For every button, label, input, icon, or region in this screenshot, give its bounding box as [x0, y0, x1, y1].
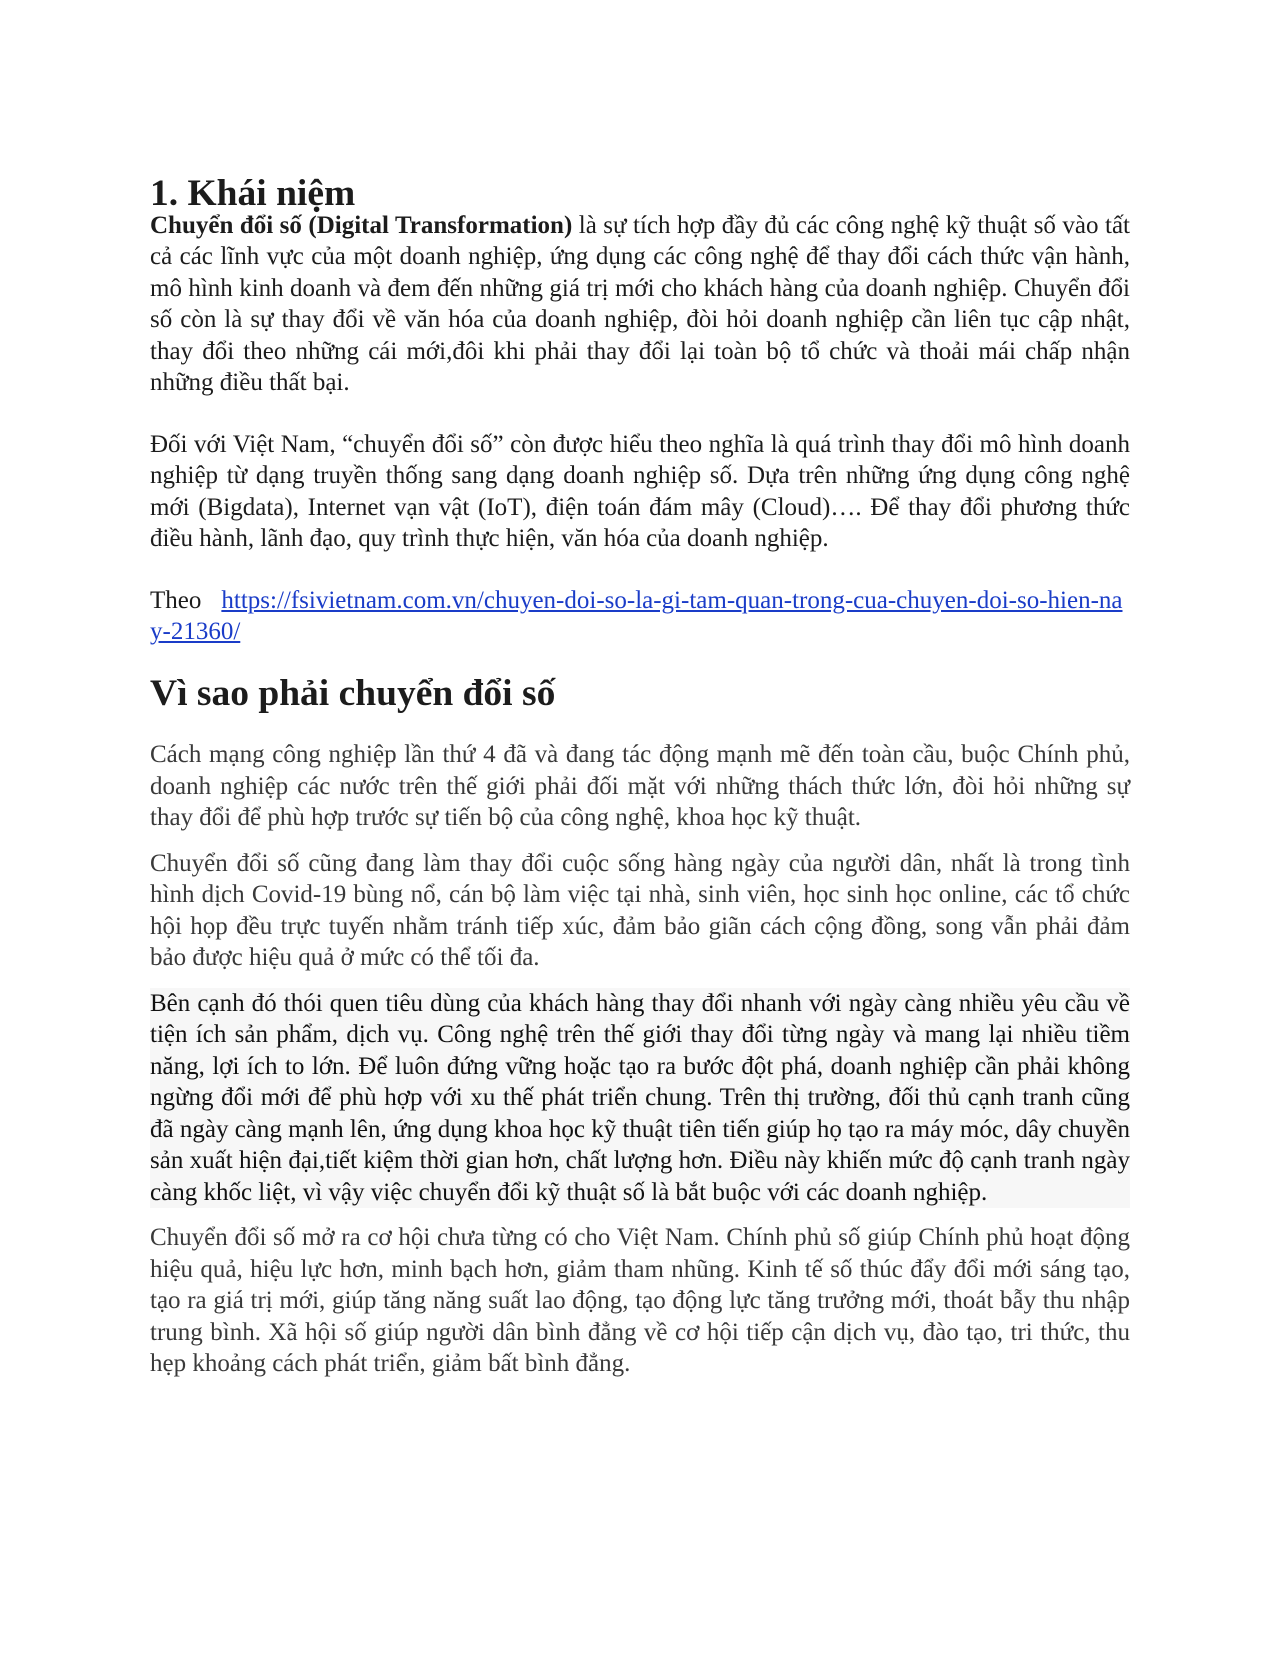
why-paragraph-3: Bên cạnh đó thói quen tiêu dùng của khách hàng thay đổi nhanh với ngày càng nhiều yêu cầu về tiện ích sản phẩm, dịch vụ. Công nghệ trên thế giới thay đổi từng ngày và mang lại nhiều tiềm năng, lợi ích to lớn. Để luôn đứng vững hoặc tạo ra bước đột phá, doanh nghiệp cần phải không ngừng đổi mới để phù hợp với xu thế phát triển chung. Trên thị trường, đối thủ cạnh tranh cũng đã ngày càng mạnh lên, ứng dụng khoa học kỹ thuật tiên tiến giúp họ tạo ra máy móc, dây chuyền sản xuất hiện đại,tiết kiệm thời gian hơn, chất lượng hơn. Điều này khiến mức độ cạnh tranh ngày càng khốc liệt, vì vậy việc chuyển đổi kỹ thuật số là bắt buộc với các doanh nghiệp. [150, 988, 1130, 1209]
section-heading-concept: 1. Khái niệm [150, 173, 356, 214]
why-paragraph-1: Cách mạng công nghiệp lần thứ 4 đã và đang tác động mạnh mẽ đến toàn cầu, buộc Chính phủ, doanh nghiệp các nước trên thế giới phải đối mặt với những thách thức lớn, đòi hỏi những sự thay đổi để phù hợp trước sự tiến bộ của công nghệ, khoa học kỹ thuật. [150, 741, 1130, 831]
concept-lead-term: Chuyển đổi số (Digital Transformation) [150, 211, 573, 239]
section-heading-why: Vì sao phải chuyển đổi số [150, 672, 556, 714]
source-citation [150, 585, 1130, 648]
document-page [150, 173, 1130, 1380]
concept-definition-text: là sự tích hợp đầy đủ các công nghệ kỹ thuật số vào tất cả các lĩnh vực của một doanh nghiệp, ứng dụng các công nghệ để thay đổi cách thức vận hành, mô hình kinh doanh và đem đến những giá trị mới cho khách hàng của doanh nghiệp. Chuyển đổi số còn là sự thay đổi về văn hóa của doanh nghiệp, đòi hỏi doanh nghiệp cần liên tục cập nhật, thay đổi theo những cái mới,đôi khi phải thay đổi lại toàn bộ tổ chức và thoải mái chấp nhận những điều thất bại. [150, 211, 1130, 396]
source-link[interactable]: https://fsivietnam.com.vn/chuyen-doi-so-la-gi-tam-quan-trong-cua-chuyen-doi-so-hien-nay-21360/ [150, 586, 1123, 645]
why-paragraph-4: Chuyển đổi số mở ra cơ hội chưa từng có cho Việt Nam. Chính phủ số giúp Chính phủ hoạt động hiệu quả, hiệu lực hơn, minh bạch hơn, giảm tham nhũng. Kinh tế số thúc đẩy đổi mới sáng tạo, tạo ra giá trị mới, giúp tăng năng suất lao động, tạo động lực tăng trưởng mới, thoát bẫy thu nhập trung bình. Xã hội số giúp người dân bình đẳng về cơ hội tiếp cận dịch vụ, đào tạo, tri thức, thu hẹp khoảng cách phát triển, giảm bất bình đẳng. [150, 1224, 1130, 1377]
vietnam-context-paragraph: Đối với Việt Nam, “chuyển đổi số” còn được hiểu theo nghĩa là quá trình thay đổi mô hình doanh nghiệp từ dạng truyền thống sang dạng doanh nghiệp số. Dựa trên những ứng dụng công nghệ mới (Bigdata), Internet vạn vật (IoT), điện toán đám mây (Cloud)…. Để thay đổi phương thức điều hành, lãnh đạo, quy trình thực hiện, văn hóa của doanh nghiệp. [150, 430, 1130, 552]
concept-paragraph [150, 210, 1130, 399]
why-paragraph-2: Chuyển đổi số cũng đang làm thay đổi cuộc sống hàng ngày của người dân, nhất là trong tình hình dịch Covid-19 bùng nổ, cán bộ làm việc tại nhà, sinh viên, học sinh học online, các tổ chức hội họp đều trực tuyến nhằm tránh tiếp xúc, đảm bảo giãn cách cộng đồng, song vẫn phải đảm bảo được hiệu quả ở mức có thể tối đa. [150, 849, 1130, 971]
source-label: Theo [150, 586, 202, 614]
